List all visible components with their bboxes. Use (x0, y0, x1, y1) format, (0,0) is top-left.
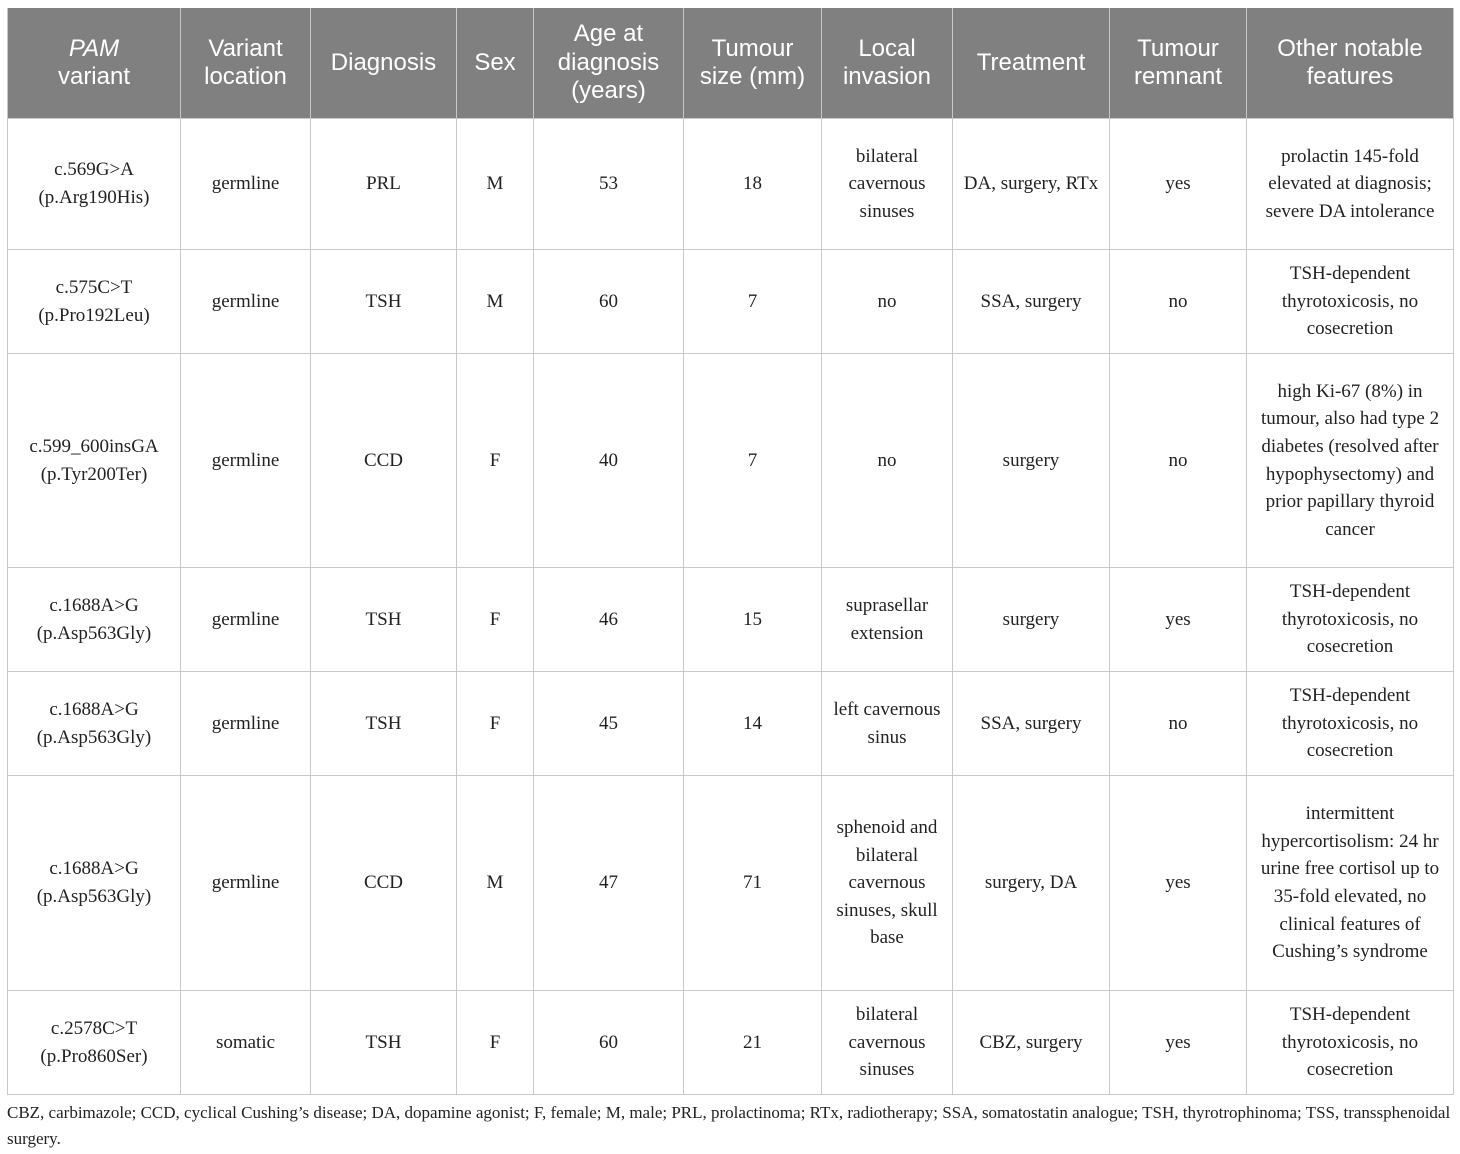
cell-sex: M (457, 776, 534, 991)
header-gene-name: PAM (68, 34, 120, 62)
header-age: Age at diagnosis (years) (534, 8, 684, 119)
cell-remnant: yes (1110, 568, 1247, 672)
cell-invasion: sphenoid and bilateral cavernous sinuses, skull base (822, 776, 953, 991)
cell-diagnosis: CCD (311, 354, 457, 568)
header-treatment: Treatment (953, 8, 1110, 119)
cell-diagnosis: TSH (311, 250, 457, 354)
cell-age: 60 (534, 991, 684, 1095)
cell-diagnosis: TSH (311, 991, 457, 1095)
cell-location: germline (181, 672, 311, 776)
cell-remnant: no (1110, 672, 1247, 776)
cell-diagnosis: TSH (311, 672, 457, 776)
cell-variant: c.1688A>G (p.Asp563Gly) (8, 776, 181, 991)
cell-remnant: yes (1110, 776, 1247, 991)
cell-size: 71 (684, 776, 822, 991)
cell-location: germline (181, 568, 311, 672)
cell-invasion: no (822, 250, 953, 354)
cell-treatment: SSA, surgery (953, 250, 1110, 354)
cell-location: somatic (181, 991, 311, 1095)
cell-age: 60 (534, 250, 684, 354)
header-local-invasion: Local invasion (822, 8, 953, 119)
cell-age: 46 (534, 568, 684, 672)
cell-size: 7 (684, 250, 822, 354)
cell-invasion: bilateral cavernous sinuses (822, 119, 953, 250)
cell-treatment: surgery (953, 354, 1110, 568)
cell-remnant: yes (1110, 119, 1247, 250)
cell-invasion: left cavernous sinus (822, 672, 953, 776)
cell-invasion: bilateral cavernous sinuses (822, 991, 953, 1095)
table-row (8, 119, 1454, 250)
cell-size: 7 (684, 354, 822, 568)
cell-variant: c.575C>T (p.Pro192Leu) (8, 250, 181, 354)
cell-variant: c.599_600insGA (p.Tyr200Ter) (8, 354, 181, 568)
cell-treatment: CBZ, surgery (953, 991, 1110, 1095)
cell-remnant: no (1110, 250, 1247, 354)
cell-diagnosis: CCD (311, 776, 457, 991)
header-other-features: Other notable features (1247, 8, 1454, 119)
cell-size: 15 (684, 568, 822, 672)
variants-table (7, 8, 1454, 1095)
cell-other: TSH-dependent thyrotoxicosis, no cosecretion (1247, 568, 1454, 672)
header-tumour-remnant: Tumour remnant (1110, 8, 1247, 119)
cell-location: germline (181, 250, 311, 354)
cell-sex: F (457, 354, 534, 568)
table-row (8, 354, 1454, 568)
table-footnote: CBZ, carbimazole; CCD, cyclical Cushing’s disease; DA, dopamine agonist; F, female; M, male; PRL, prolactinoma; RTx, radiotherapy; SSA, somatostatin analogue; TSH, thyrotrophinoma; TSS, transsphenoidal surgery. (7, 1103, 1451, 1148)
cell-other: TSH-dependent thyrotoxicosis, no cosecretion (1247, 672, 1454, 776)
cell-other: TSH-dependent thyrotoxicosis, no cosecretion (1247, 250, 1454, 354)
cell-size: 14 (684, 672, 822, 776)
cell-variant: c.1688A>G (p.Asp563Gly) (8, 672, 181, 776)
cell-location: germline (181, 354, 311, 568)
cell-diagnosis: PRL (311, 119, 457, 250)
cell-other: TSH-dependent thyrotoxicosis, no cosecretion (1247, 991, 1454, 1095)
cell-age: 40 (534, 354, 684, 568)
cell-sex: M (457, 250, 534, 354)
header-tumour-size: Tumour size (mm) (684, 8, 822, 119)
cell-variant: c.569G>A (p.Arg190His) (8, 119, 181, 250)
table-row (8, 250, 1454, 354)
table-row (8, 672, 1454, 776)
cell-invasion: suprasellar extension (822, 568, 953, 672)
cell-age: 45 (534, 672, 684, 776)
cell-size: 18 (684, 119, 822, 250)
table-row (8, 991, 1454, 1095)
cell-treatment: DA, surgery, RTx (953, 119, 1110, 250)
cell-remnant: yes (1110, 991, 1247, 1095)
table-header-row (8, 8, 1454, 119)
cell-size: 21 (684, 991, 822, 1095)
cell-location: germline (181, 119, 311, 250)
header-sex: Sex (457, 8, 534, 119)
header-diagnosis: Diagnosis (311, 8, 457, 119)
header-variant-location: Variant location (181, 8, 311, 119)
cell-sex: F (457, 672, 534, 776)
cell-other: high Ki-67 (8%) in tumour, also had type 2 diabetes (resolved after hypophysectomy) and prior papillary thyroid cancer (1247, 354, 1454, 568)
cell-age: 53 (534, 119, 684, 250)
cell-sex: F (457, 568, 534, 672)
cell-treatment: surgery (953, 568, 1110, 672)
cell-variant: c.2578C>T (p.Pro860Ser) (8, 991, 181, 1095)
cell-variant: c.1688A>G (p.Asp563Gly) (8, 568, 181, 672)
cell-sex: F (457, 991, 534, 1095)
cell-treatment: surgery, DA (953, 776, 1110, 991)
cell-age: 47 (534, 776, 684, 991)
cell-diagnosis: TSH (311, 568, 457, 672)
cell-invasion: no (822, 354, 953, 568)
cell-sex: M (457, 119, 534, 250)
header-pam-variant (8, 8, 181, 119)
cell-treatment: SSA, surgery (953, 672, 1110, 776)
table-row (8, 776, 1454, 991)
cell-location: germline (181, 776, 311, 991)
cell-other: intermittent hypercortisolism: 24 hr urine free cortisol up to 35-fold elevated, no clinical features of Cushing’s syndrome (1247, 776, 1454, 991)
cell-remnant: no (1110, 354, 1247, 568)
table-row (8, 568, 1454, 672)
header-variant-word: variant (57, 63, 131, 90)
cell-other: prolactin 145-fold elevated at diagnosis; severe DA intolerance (1247, 119, 1454, 250)
